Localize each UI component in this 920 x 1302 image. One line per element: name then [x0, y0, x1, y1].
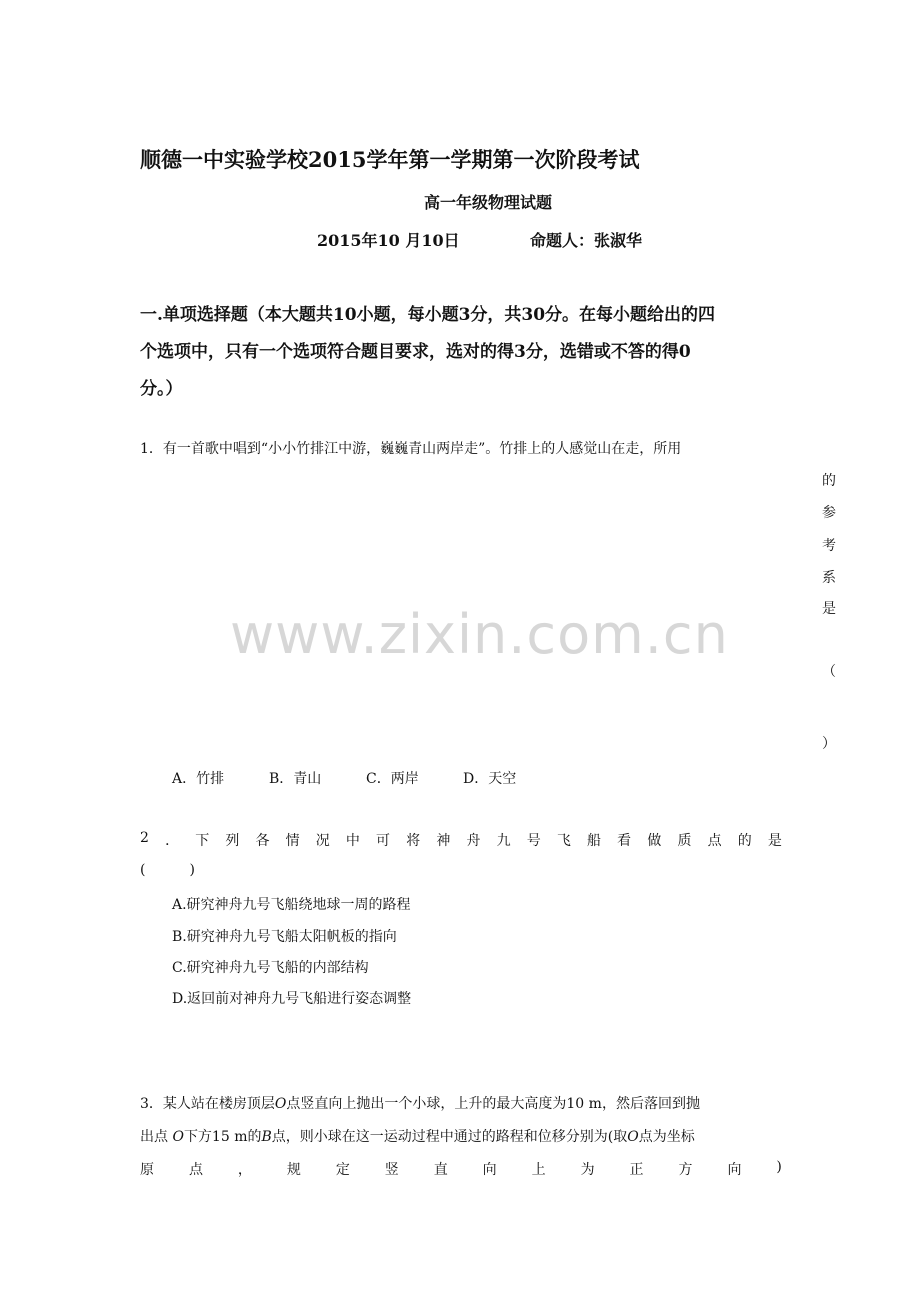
question-1-vertical-char: ）	[822, 736, 836, 752]
question-1-vertical-char: 的	[822, 473, 836, 489]
question-3-line-2	[140, 1126, 695, 1146]
question-2-char: 2	[140, 830, 149, 846]
question-1-option-d: D．天空	[463, 771, 517, 787]
exam-author: 命题人：张淑华	[530, 231, 643, 250]
q3-text-part: 点，则小球在这一运动过程中通过的路程和位移分别为(取	[271, 1129, 628, 1145]
question-2-char: 下	[195, 833, 210, 849]
exam-title: 顺德一中实验学校2015学年第一学期第一次阶段考试	[140, 147, 640, 172]
question-2-char: 情	[285, 833, 300, 849]
question-2-char: 做	[647, 833, 662, 849]
section-heading-line-2: 个选项中，只有一个选项符合题目要求，选对的得3分，选错或不答的得0	[140, 342, 691, 362]
question-2-char: 神	[436, 833, 451, 849]
question-3-char: 向	[727, 1162, 742, 1178]
question-2-char: 各	[255, 833, 270, 849]
question-3-char: 上	[531, 1162, 546, 1178]
question-2-char: 船	[587, 833, 602, 849]
exam-date: 2015年10 月10日	[317, 231, 460, 250]
question-2-char: 点	[707, 833, 722, 849]
question-2-option-b: B.研究神舟九号飞船太阳帆板的指向	[172, 929, 397, 945]
question-1-option-c: C．两岸	[366, 771, 419, 787]
question-2-char: 看	[617, 833, 632, 849]
point-b-label: B	[261, 1129, 272, 1145]
question-2-char: 的	[737, 833, 752, 849]
question-3-char: 原	[140, 1162, 154, 1178]
question-2-char: 将	[406, 833, 421, 849]
question-2-text	[140, 830, 782, 850]
question-2-option-d: D.返回前对神舟九号飞船进行姿态调整	[172, 991, 412, 1007]
exam-subtitle: 高一年级物理试题	[424, 193, 553, 212]
q3-text-part: 点竖直向上抛出一个小球，上升的最大高度为10 m，然后落回到抛	[286, 1096, 700, 1112]
question-3-char: 直	[433, 1162, 448, 1178]
question-1-text: 1．有一首歌中唱到“小小竹排江中游，巍巍青山两岸走”。竹排上的人感觉山在走，所用	[140, 441, 682, 457]
watermark: www.zixin.com.cn	[230, 603, 729, 666]
point-o-label: O	[627, 1129, 639, 1145]
question-3-char: 向	[482, 1162, 497, 1178]
question-3-line-3	[140, 1159, 782, 1179]
question-3-char: 为	[580, 1162, 595, 1178]
question-2-char: ．	[165, 833, 180, 849]
question-2-option-c: C.研究神舟九号飞船的内部结构	[172, 960, 369, 976]
q3-text-part: 出点	[140, 1129, 173, 1145]
question-1-vertical-char: （	[822, 664, 836, 680]
q3-text-part: 点为坐标	[638, 1129, 695, 1145]
point-o-label: O	[172, 1129, 184, 1145]
question-1-vertical-char: 考	[822, 538, 836, 554]
question-3-line-1	[140, 1093, 700, 1113]
section-heading-line-3: 分。）	[140, 379, 183, 399]
question-1-option-a: A．竹排	[172, 771, 225, 787]
question-3-char: ，	[237, 1162, 252, 1178]
question-1-vertical-char: 参	[822, 505, 836, 521]
q3-text-part: 下方15 m的	[183, 1129, 262, 1145]
question-3-char: 点	[188, 1162, 203, 1178]
question-2-char: 中	[345, 833, 360, 849]
question-3-char: )	[776, 1159, 782, 1175]
question-3-char: 规	[286, 1162, 301, 1178]
question-2-char: 可	[376, 833, 391, 849]
question-3-char: 正	[629, 1162, 644, 1178]
question-3-char: 竖	[384, 1162, 399, 1178]
question-2-char: 九	[496, 833, 511, 849]
paren-close: )	[189, 862, 195, 878]
question-1-option-b: B．青山	[269, 771, 322, 787]
question-1-vertical-char: 是	[822, 601, 836, 617]
point-o-label: O	[274, 1096, 287, 1112]
section-heading-line-1: 一.单项选择题（本大题共10小题，每小题3分，共30分。在每小题给出的四	[140, 305, 716, 325]
question-3-char: 方	[678, 1162, 693, 1178]
question-2-char: 况	[315, 833, 330, 849]
question-3-char: 定	[335, 1162, 350, 1178]
question-2-char: 质	[677, 833, 692, 849]
question-2-answer-paren	[140, 862, 195, 878]
question-2-char: 是	[767, 833, 782, 849]
question-2-option-a: A.研究神舟九号飞船绕地球一周的路程	[172, 897, 411, 913]
q3-text-part: 3．某人站在楼房顶层	[140, 1096, 275, 1112]
question-1-vertical-char: 系	[822, 570, 836, 586]
question-2-char: 飞	[556, 833, 571, 849]
question-2-char: 列	[225, 833, 240, 849]
paren-open: (	[140, 862, 146, 878]
question-2-char: 舟	[466, 833, 481, 849]
question-2-char: 号	[526, 833, 541, 849]
